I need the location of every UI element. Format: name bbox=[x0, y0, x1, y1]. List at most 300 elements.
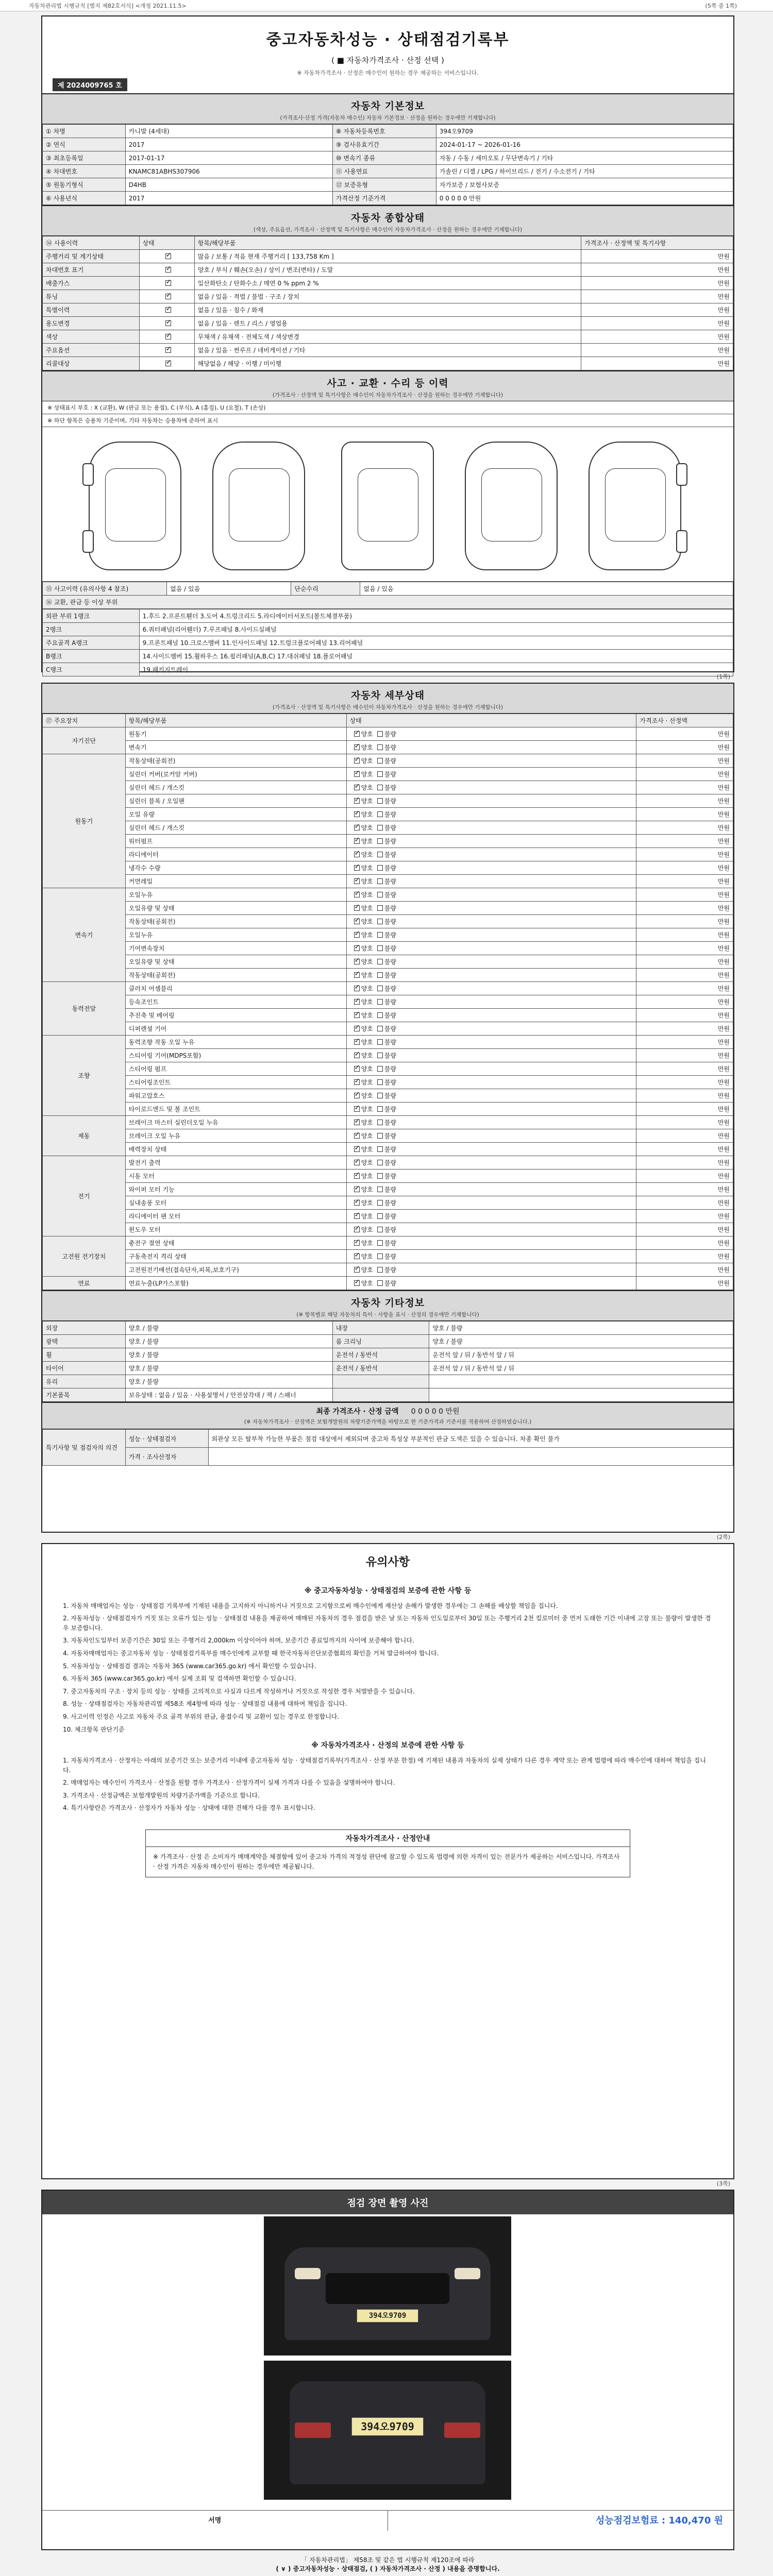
state-cell[interactable]: ✓ 양호 불량 bbox=[346, 915, 636, 928]
check-icon bbox=[354, 758, 360, 764]
accident-title-bar bbox=[42, 370, 733, 401]
checkbox-icon bbox=[377, 999, 383, 1005]
table-row: 원동기 작동상태(공회전) ✓ 양호 불량 만원 bbox=[43, 754, 733, 768]
state-cell[interactable]: ✓ 양호 불량 bbox=[346, 768, 636, 781]
page-number: (2쪽) bbox=[716, 1534, 730, 1540]
detail-body bbox=[43, 727, 733, 1290]
table-row: 배력장치 상태 ✓ 양호 불량 만원 bbox=[43, 1143, 733, 1156]
page-number: (3쪽) bbox=[716, 2180, 730, 2187]
checkbox-icon bbox=[377, 1120, 383, 1125]
table-row: 제동 브레이크 마스터 실린더오일 누유 ✓ 양호 불량 만원 bbox=[43, 1116, 733, 1129]
rear-license-plate: 394오9709 bbox=[351, 2417, 424, 2436]
checkbox-icon bbox=[377, 852, 383, 857]
state-checkbox[interactable] bbox=[139, 263, 194, 277]
checkbox-icon bbox=[377, 838, 383, 844]
checkbox-icon bbox=[377, 986, 383, 991]
checkbox-icon bbox=[377, 1026, 383, 1031]
table-row: 실린더 헤드 / 개스킷 ✓ 양호 불량 만원 bbox=[43, 781, 733, 794]
check-icon bbox=[354, 945, 360, 951]
table-row: 유리 양호 / 불량 bbox=[43, 1375, 733, 1388]
check-icon bbox=[165, 334, 171, 340]
table-row: 오일유량 및 상태 ✓ 양호 불량 만원 bbox=[43, 902, 733, 915]
table-row: 시동 모터 ✓ 양호 불량 만원 bbox=[43, 1170, 733, 1183]
car-frame-outline bbox=[341, 442, 434, 570]
state-cell[interactable]: ✓ 양호 불량 bbox=[346, 1250, 636, 1263]
certification-line-2: ( ∨ ) 중고자동차성능 · 상태점검, ( ) 자동차가격조사 · 산정 ) 내용을 증명합니다. bbox=[276, 2565, 500, 2572]
accident-rank-body bbox=[43, 609, 733, 676]
form-header bbox=[42, 16, 733, 82]
state-cell[interactable]: ✓ 양호 불량 bbox=[346, 1036, 636, 1049]
notice-list-2 bbox=[63, 1756, 713, 1813]
state-cell[interactable]: ✓ 양호 불량 bbox=[346, 955, 636, 969]
state-cell[interactable]: ✓ 양호 불량 bbox=[346, 835, 636, 848]
table-row: 실린더 블록 / 오일팬 ✓ 양호 불량 만원 bbox=[43, 794, 733, 808]
rear-photo bbox=[264, 2361, 511, 2500]
table-row: 타이로드엔드 및 볼 조인트 ✓ 양호 불량 만원 bbox=[43, 1103, 733, 1116]
table-row: 휠 양호 / 불량 운전석 / 동반석 운전석 앞 / 뒤 / 동반석 앞 / 뒤 bbox=[43, 1348, 733, 1362]
check-icon bbox=[165, 253, 171, 259]
table-row: 배출가스 ✓ 일산화탄소 / 탄화수소 / 매연 0 % ppm 2 % 만원 bbox=[43, 277, 733, 290]
notice-item: 2. 매매업자는 매수인이 가격조사 · 산정을 원할 경우 가격조사 · 산정가격이 실제 가격과 다를 수 있음을 설명하여야 합니다. bbox=[63, 1779, 395, 1787]
checkbox-icon bbox=[377, 905, 383, 911]
accident-legend: ※ 상태표시 부호 : X (교환), W (판금 또는 용접), C (부식), A (흠집), U (요철), T (손상) bbox=[42, 401, 733, 414]
table-row: 디퍼렌셜 기어 ✓ 양호 불량 만원 bbox=[43, 1022, 733, 1036]
check-icon bbox=[354, 1240, 360, 1246]
state-cell[interactable]: ✓ 양호 불량 bbox=[346, 982, 636, 995]
overall-state-title: 자동차 종합상태 bbox=[350, 212, 425, 224]
taillight-left bbox=[295, 2422, 331, 2438]
headlight-right bbox=[455, 2268, 480, 2279]
check-icon bbox=[354, 811, 360, 817]
table-row: 연료 연료누출(LP가스포함) ✓ 양호 불량 만원 bbox=[43, 1277, 733, 1290]
basic-info-note: (가격조사·산정 가격(자동차 매수인) 자동차 기본정보 · 산정을 원하는 경우에만 기재합니다) bbox=[280, 115, 496, 121]
state-checkbox[interactable] bbox=[139, 317, 194, 330]
table-row: B랭크 14.사이드멤버 15.휠하우스 16.필러패널(A,B,C) 17.대쉬패널 18.플로어패널 bbox=[43, 650, 733, 663]
notice-item: 5. 자동차성능 · 상태점검 결과는 자동차 365 (www.car365.go.kr) 에서 확인할 수 있습니다. bbox=[63, 1662, 316, 1670]
table-row: 변속기 ✓ 양호 불량 만원 bbox=[43, 741, 733, 754]
checkbox-icon bbox=[377, 972, 383, 978]
other-info-body bbox=[43, 1321, 733, 1402]
other-info-title-bar bbox=[42, 1290, 733, 1321]
form-topbar bbox=[0, 0, 773, 11]
basic-info-title: 자동차 기본정보 bbox=[350, 100, 425, 112]
state-cell[interactable]: ✓ 양호 불량 bbox=[346, 1143, 636, 1156]
check-icon bbox=[354, 1173, 360, 1179]
table-row: 주요골격 A랭크 9.프론트패널 10.크로스멤버 11.인사이드패널 12.트렁크플로어패널 13.리어패널 bbox=[43, 636, 733, 650]
check-icon bbox=[354, 1133, 360, 1139]
table-row: 브레이크 오일 누유 ✓ 양호 불량 만원 bbox=[43, 1129, 733, 1143]
wheel-marker bbox=[82, 463, 94, 486]
state-cell[interactable]: ✓ 양호 불량 bbox=[346, 1277, 636, 1290]
table-row: 기본품목 보유상태 : 없음 / 있음 · 사용설명서 / 안전삼각대 / 잭 / 스패너 bbox=[43, 1388, 733, 1402]
state-checkbox[interactable] bbox=[139, 303, 194, 317]
state-cell[interactable]: ✓ 양호 불량 bbox=[346, 1236, 636, 1250]
accident-note: (가격조사 · 산정액 및 특기사항은 매수인이 자동차가격조사 · 산정을 원하는 경우에만 기재합니다) bbox=[272, 392, 503, 398]
table-row: 와이퍼 모터 기능 ✓ 양호 불량 만원 bbox=[43, 1183, 733, 1196]
detail-title: 자동차 세부상태 bbox=[350, 690, 425, 701]
check-icon bbox=[165, 294, 171, 299]
table-row: 파워고압호스 ✓ 양호 불량 만원 bbox=[43, 1089, 733, 1103]
wheel-marker bbox=[676, 463, 687, 486]
photo-title: 점검 장면 촬영 사진 bbox=[42, 2191, 733, 2214]
notice-item: 7. 중고자동차의 구조 · 장치 등의 성능 · 상태를 고의적으로 사실과 다르게 작성하거나 거짓으로 작성한 경우 처벌받을 수 있습니다. bbox=[63, 1687, 415, 1695]
check-icon bbox=[354, 999, 360, 1005]
table-row: 오일 유량 ✓ 양호 불량 만원 bbox=[43, 808, 733, 821]
state-cell[interactable]: ✓ 양호 불량 bbox=[346, 942, 636, 955]
state-cell[interactable]: ✓ 양호 불량 bbox=[346, 1196, 636, 1210]
inspector-opinion: 외관상 모든 탈부착 가능한 부품은 점검 대상에서 제외되며 중고차 특성상 부분적인 판금 도색은 있을 수 있습니다. 차종 확인 불가 bbox=[208, 1430, 733, 1448]
state-cell[interactable]: ✓ 양호 불량 bbox=[346, 781, 636, 794]
table-row: 실내송풍 모터 ✓ 양호 불량 만원 bbox=[43, 1196, 733, 1210]
check-icon bbox=[354, 731, 360, 737]
state-cell[interactable]: ✓ 양호 불량 bbox=[346, 754, 636, 768]
state-cell[interactable]: ✓ 양호 불량 bbox=[346, 969, 636, 982]
notice-item: 10. 체크항목 판단기준 bbox=[63, 1725, 125, 1733]
check-icon bbox=[354, 959, 360, 964]
checkbox-icon bbox=[377, 892, 383, 897]
other-info-title: 자동차 기타정보 bbox=[350, 1297, 425, 1309]
checkbox-icon bbox=[377, 1200, 383, 1206]
sheet-page-4 bbox=[41, 2190, 734, 2550]
table-row: 외판 부위 1랭크 1.후드 2.프론트휀더 3.도어 4.트렁크리드 5.라디에이터서포트(볼트체결부품) bbox=[43, 609, 733, 623]
table-row: 자기진단 원동기 ✓ 양호 불량 만원 bbox=[43, 727, 733, 741]
state-cell[interactable]: ✓ 양호 불량 bbox=[346, 1076, 636, 1089]
special-notes-table bbox=[42, 1429, 733, 1466]
check-icon bbox=[354, 892, 360, 897]
check-icon bbox=[354, 838, 360, 844]
check-icon bbox=[354, 852, 360, 857]
table-row: 작동상태(공회전) ✓ 양호 불량 만원 bbox=[43, 969, 733, 982]
check-icon bbox=[354, 1160, 360, 1165]
state-cell[interactable]: ✓ 양호 불량 bbox=[346, 1022, 636, 1036]
notice-body bbox=[42, 1574, 733, 1821]
state-cell[interactable]: ✓ 양호 불량 bbox=[346, 741, 636, 754]
check-icon bbox=[354, 1227, 360, 1232]
final-amount-value: 0 0 0 0 0 만원 bbox=[411, 1408, 460, 1416]
checkbox-icon bbox=[377, 731, 383, 737]
notice-heading-1: ※ 중고자동차성능 · 상태점검의 보증에 관한 사항 등 bbox=[304, 1587, 472, 1595]
state-cell[interactable]: ✓ 양호 불량 bbox=[346, 928, 636, 942]
sheet-page-2 bbox=[41, 683, 734, 1540]
table-row: 등속조인트 ✓ 양호 불량 만원 bbox=[43, 995, 733, 1009]
check-icon bbox=[354, 1093, 360, 1098]
check-icon bbox=[354, 1187, 360, 1192]
other-info-note: (※ 항목별로 해당 자동차의 특이 · 사항을 표시 · 산정의 경우에만 기재합니다) bbox=[296, 1312, 479, 1318]
detail-title-bar bbox=[42, 684, 733, 714]
checkbox-icon bbox=[377, 1160, 383, 1165]
checkbox-icon bbox=[377, 1106, 383, 1112]
table-row: ③ 최초등록일 2017-01-17 ⑩ 변속기 종류 자동 / 수동 / 세미오토 / 무단변속기 / 기타 bbox=[43, 151, 733, 165]
table-row: 특별이력 ✓ 없음 / 있음 · 침수 / 화재 만원 bbox=[43, 303, 733, 317]
table-row: 스티어링 펌프 ✓ 양호 불량 만원 bbox=[43, 1062, 733, 1076]
final-amount-bar bbox=[42, 1402, 733, 1429]
check-icon bbox=[354, 798, 360, 804]
accident-legend-2: ※ 하단 항목은 승용차 기준이며, 기타 자동차는 승용차에 준하여 표시 bbox=[42, 414, 733, 427]
accident-title: 사고 · 교환 · 수리 등 이력 bbox=[327, 378, 449, 389]
checkbox-icon bbox=[377, 1213, 383, 1219]
checkbox-icon bbox=[377, 1053, 383, 1058]
table-row: 고전원 전기장치 충전구 절연 상태 ✓ 양호 불량 만원 bbox=[43, 1236, 733, 1250]
taillight-right bbox=[444, 2422, 480, 2438]
certification-line-1: 「 자동차관리법」 제58조 및 같은 법 시행규칙 제120조에 따라 bbox=[301, 2556, 475, 2564]
check-icon bbox=[354, 1200, 360, 1206]
state-cell[interactable]: ✓ 양호 불량 bbox=[346, 1049, 636, 1062]
notice-list-1 bbox=[63, 1601, 713, 1735]
headlight-left bbox=[295, 2268, 321, 2279]
table-row: 가격 · 조사산정자 bbox=[43, 1448, 733, 1466]
table-row: ⑯ 교환, 판금 등 이상 부위 bbox=[43, 596, 733, 609]
accident-table bbox=[42, 582, 733, 609]
check-icon bbox=[354, 919, 360, 924]
table-row: 차대번호 표기 ✓ 양호 / 부식 / 훼손(오손) / 상이 / 변조(변타) / 도말 만원 bbox=[43, 263, 733, 277]
check-icon bbox=[165, 320, 171, 326]
table-row: 전기 발전기 출력 ✓ 양호 불량 만원 bbox=[43, 1156, 733, 1170]
checkbox-icon bbox=[377, 1227, 383, 1232]
check-icon bbox=[354, 744, 360, 750]
table-row: 오일누유 ✓ 양호 불량 만원 bbox=[43, 928, 733, 942]
state-checkbox[interactable] bbox=[139, 357, 194, 370]
checkbox-icon bbox=[377, 825, 383, 831]
state-cell[interactable]: ✓ 양호 불량 bbox=[346, 1183, 636, 1196]
state-cell[interactable]: ✓ 양호 불량 bbox=[346, 794, 636, 808]
table-row: 광택 양호 / 불량 룸 크리닝 양호 / 불량 bbox=[43, 1335, 733, 1348]
page-counter: (5쪽 중 1쪽) bbox=[705, 2, 737, 9]
detail-table bbox=[42, 714, 733, 1290]
overall-state-title-bar bbox=[42, 205, 733, 236]
page-number: (1쪽) bbox=[716, 673, 730, 680]
front-license-plate: 394오9709 bbox=[357, 2309, 418, 2323]
state-cell[interactable]: ✓ 양호 불량 bbox=[346, 1156, 636, 1170]
state-cell[interactable]: ✓ 양호 불량 bbox=[346, 1103, 636, 1116]
table-row: 냉각수 수량 ✓ 양호 불량 만원 bbox=[43, 861, 733, 875]
state-cell[interactable]: ✓ 양호 불량 bbox=[346, 821, 636, 835]
state-cell[interactable]: ✓ 양호 불량 bbox=[346, 1129, 636, 1143]
checkbox-icon bbox=[377, 1066, 383, 1072]
notice-item: 4. 특기사항란은 가격조사 · 산정자가 자동차 성능 · 상태에 대한 견해가 다를 경우 표시합니다. bbox=[63, 1804, 315, 1812]
state-cell[interactable]: ✓ 양호 불량 bbox=[346, 1223, 636, 1236]
certification-footer bbox=[41, 2555, 734, 2573]
checkbox-icon bbox=[377, 1267, 383, 1273]
notice-item: 1. 자동차 매매업자는 성능 · 상태점검 기록부에 기재된 내용을 고지하지 아니하거나 거짓으로 고지함으로써 매수인에게 재산상 손해가 발생한 경우에는 그 손해를 배상할 책임을 집니다. bbox=[63, 1602, 558, 1609]
check-icon bbox=[165, 361, 171, 366]
table-row: 고전원전기배선(접속단자,피복,보호기구) ✓ 양호 불량 만원 bbox=[43, 1263, 733, 1277]
table-row: 조향 동력조향 작동 오일 누유 ✓ 양호 불량 만원 bbox=[43, 1036, 733, 1049]
state-cell[interactable]: ✓ 양호 불량 bbox=[346, 902, 636, 915]
check-icon bbox=[354, 1026, 360, 1031]
checkbox-icon bbox=[377, 1280, 383, 1286]
table-row: 스티어링조인트 ✓ 양호 불량 만원 bbox=[43, 1076, 733, 1089]
notice-title: 유의사항 bbox=[42, 1544, 733, 1574]
check-icon bbox=[354, 865, 360, 871]
notice-heading-2: ※ 자동차가격조사 · 산정의 보증에 관한 사항 등 bbox=[311, 1741, 464, 1750]
state-cell[interactable]: ✓ 양호 불량 bbox=[346, 727, 636, 741]
table-row: ④ 차대번호 KNAMC81ABHS307906 ⑪ 사용연료 가솔린 / 디젤 / LPG / 하이브리드 / 전기 / 수소전기 / 기타 bbox=[43, 165, 733, 178]
notice-item: 9. 사고이력 인정은 사고로 자동차 주요 골격 부위의 판금, 용접수리 및 교환이 있는 경우로 한정합니다. bbox=[63, 1713, 340, 1721]
check-icon bbox=[354, 932, 360, 938]
check-icon bbox=[165, 267, 171, 273]
document-number: 제 2024009765 호 bbox=[53, 78, 127, 91]
table-row: 2랭크 6.쿼터패널(리어휀더) 7.루프패널 8.사이드실패널 bbox=[43, 623, 733, 636]
sheet-page-3 bbox=[41, 1543, 734, 2187]
state-checkbox[interactable] bbox=[139, 344, 194, 357]
form-title: 중고자동차성능 · 상태점검기록부 bbox=[266, 31, 510, 49]
checkbox-icon bbox=[377, 865, 383, 871]
checkbox-icon bbox=[377, 758, 383, 764]
table-row: 실린더 헤드 / 개스킷 ✓ 양호 불량 만원 bbox=[43, 821, 733, 835]
table-row: 라디에이터 팬 모터 ✓ 양호 불량 만원 bbox=[43, 1210, 733, 1223]
state-checkbox[interactable] bbox=[139, 250, 194, 263]
check-icon bbox=[354, 771, 360, 777]
state-cell[interactable]: ✓ 양호 불량 bbox=[346, 848, 636, 861]
table-row: 추진축 및 베어링 ✓ 양호 불량 만원 bbox=[43, 1009, 733, 1022]
table-row: 라디에이터 ✓ 양호 불량 만원 bbox=[43, 848, 733, 861]
state-cell[interactable]: ✓ 양호 불량 bbox=[346, 861, 636, 875]
table-row: ⑮ 사고이력 (유의사항 4 참조) 없음 / 있음 단순수리 없음 / 있음 bbox=[43, 582, 733, 596]
checkbox-icon bbox=[377, 1253, 383, 1259]
check-icon bbox=[354, 785, 360, 790]
overall-state-body bbox=[43, 250, 733, 370]
notice-item: 8. 성능 · 상태점검자는 자동차관리법 제58조 제4항에 따라 성능 · 상태점검 내용에 대하여 책임을 집니다. bbox=[63, 1700, 347, 1708]
check-icon bbox=[354, 1267, 360, 1273]
wheel-marker bbox=[82, 530, 94, 553]
check-icon bbox=[354, 825, 360, 831]
form-reference: 자동차관리법 시행규칙 [별지 제82호서식] <개정 2021.11.5> bbox=[29, 2, 187, 9]
other-info-table bbox=[42, 1321, 733, 1402]
checkbox-icon bbox=[377, 1093, 383, 1098]
check-icon bbox=[354, 1066, 360, 1072]
table-row: C랭크 19.패키지트레이 bbox=[43, 663, 733, 676]
check-icon bbox=[354, 1253, 360, 1259]
table-row: 타이어 양호 / 불량 운전석 / 동반석 운전석 앞 / 뒤 / 동반석 앞 / 뒤 bbox=[43, 1362, 733, 1375]
state-checkbox[interactable] bbox=[139, 277, 194, 290]
table-row: 커먼레일 ✓ 양호 불량 만원 bbox=[43, 875, 733, 888]
table-row: 주행거리 및 계기상태 ✓ 많음 / 보통 / 적음 현재 주행거리 [ 133,758 Km ] 만원 bbox=[43, 250, 733, 263]
car-outline-left bbox=[89, 442, 181, 570]
check-icon bbox=[354, 1079, 360, 1085]
car-body-diagram bbox=[42, 427, 733, 582]
check-icon bbox=[354, 1039, 360, 1045]
notice-item: 4. 자동차매매업자는 중고자동차 성능 · 상태점검기록부를 매수인에게 교부할 때 한국자동차진단보증협회의 확인을 거쳐 발급하여야 합니다. bbox=[63, 1650, 439, 1657]
state-cell[interactable]: ✓ 양호 불량 bbox=[346, 875, 636, 888]
state-cell[interactable]: ✓ 양호 불량 bbox=[346, 1210, 636, 1223]
notice-item: 3. 가격조사 · 산정금액은 보험개발원의 차량기준가액을 기준으로 합니다. bbox=[63, 1791, 260, 1799]
notice-item: 1. 자동차가격조사 · 산정자는 아래의 보증기간 또는 보증거리 이내에 중고자동차 성능 · 상태점검기록부(가격조사 · 산정 부분 한정) 에 기재된 내용과 자동차의 실제 상태가 다른 경우 계약 또는 관계 법령에 따라 매수인에 대하여 책임을 집니다. bbox=[63, 1756, 706, 1774]
state-cell[interactable]: ✓ 양호 불량 bbox=[346, 1116, 636, 1129]
state-cell[interactable]: ✓ 양호 불량 bbox=[346, 995, 636, 1009]
check-icon bbox=[354, 1146, 360, 1152]
table-row: 튜닝 ✓ 없음 / 있음 · 적법 / 불법 · 구조 / 장치 만원 bbox=[43, 290, 733, 303]
checkbox-icon bbox=[377, 798, 383, 804]
checkbox-icon bbox=[377, 1039, 383, 1045]
check-icon bbox=[354, 1106, 360, 1112]
state-checkbox[interactable] bbox=[139, 330, 194, 344]
check-icon bbox=[165, 307, 171, 313]
final-amount-label: 최종 가격조사 · 산정 금액 bbox=[316, 1408, 399, 1416]
checkbox-icon bbox=[377, 945, 383, 951]
check-icon bbox=[354, 878, 360, 884]
check-icon bbox=[354, 1280, 360, 1286]
table-header-row: ⑭ 사용이력 상태 항목/해당부품 가격조사 · 산정액 및 특기사항 bbox=[43, 236, 733, 250]
table-row: ⑤ 원동기형식 D4HB ⑫ 보증유형 자가보증 / 보험사보증 bbox=[43, 178, 733, 192]
checkbox-icon bbox=[377, 1187, 383, 1192]
car-outline-right bbox=[589, 442, 681, 570]
table-row: 리콜대상 ✓ 해당없음 / 해당 · 이행 / 미이행 만원 bbox=[43, 357, 733, 370]
check-icon bbox=[165, 280, 171, 286]
car-outline-top bbox=[212, 442, 305, 570]
checkbox-icon bbox=[377, 811, 383, 817]
insurance-fee: 성능점검보험료 : 140,470 원 bbox=[595, 2515, 723, 2526]
checkbox-icon bbox=[377, 878, 383, 884]
table-row: 기어변속장치 ✓ 양호 불량 만원 bbox=[43, 942, 733, 955]
checkbox-icon bbox=[377, 1012, 383, 1018]
appraisal-guide-box bbox=[145, 1829, 630, 1877]
check-icon bbox=[354, 905, 360, 911]
wheel-marker bbox=[676, 530, 687, 553]
final-amount-note: (※ 자동차가격조사 · 산정액은 보험개발원의 차량기준가액을 바탕으로 한 기준가격과 기준서를 적용하여 산정하였습니다.) bbox=[244, 1419, 532, 1425]
checkbox-icon bbox=[377, 919, 383, 924]
signature-label: 서명 bbox=[42, 2511, 388, 2531]
notice-item: 6. 자동차 365 (www.car365.go.kr) 에서 실제 조회 및 검색하면 확인할 수 있습니다. bbox=[63, 1675, 296, 1683]
check-icon bbox=[354, 1213, 360, 1219]
car-outline-bottom bbox=[465, 442, 558, 570]
checkbox-icon bbox=[377, 1240, 383, 1246]
checkbox-icon bbox=[377, 932, 383, 938]
table-row: 윈도우 모터 ✓ 양호 불량 만원 bbox=[43, 1223, 733, 1236]
table-row: 스티어링 기어(MDPS포함) ✓ 양호 불량 만원 bbox=[43, 1049, 733, 1062]
checkbox-icon bbox=[377, 959, 383, 964]
notice-item: 3. 자동차인도일부터 보증기간은 30일 또는 주행거리 2,000km 이상이어야 하며, 보증기간 종료일까지의 사이에 보증해야 합니다. bbox=[63, 1637, 414, 1645]
check-icon bbox=[354, 972, 360, 978]
notice-item: 2. 자동차성능 · 상태점검자가 거짓 또는 오류가 있는 성능 · 상태점검 내용을 제공하여 매매된 자동차의 경우 점검을 받은 날 또는 자동차 인도일로부터 30일 또는 주행거리 2천 킬로미터 중 먼저 도래한 기간 이내에 고장 또는 불량이 발생한 경우 보증합니다. bbox=[63, 1615, 711, 1632]
form-note: ※ 자동차가격조사 · 산정은 매수인이 원하는 경우 제공하는 서비스입니다. bbox=[297, 70, 479, 76]
table-row: 실린더 커버(로커암 커버) ✓ 양호 불량 만원 bbox=[43, 768, 733, 781]
table-row: 외장 양호 / 불량 내장 양호 / 불량 bbox=[43, 1321, 733, 1335]
table-row: 용도변경 ✓ 없음 / 있음 · 렌트 / 리스 / 영업용 만원 bbox=[43, 317, 733, 330]
table-row: 작동상태(공회전) ✓ 양호 불량 만원 bbox=[43, 915, 733, 928]
table-row: 동력전달 클러치 어셈블리 ✓ 양호 불량 만원 bbox=[43, 982, 733, 995]
sheet-page-1 bbox=[41, 15, 734, 680]
state-cell[interactable]: ✓ 양호 불량 bbox=[346, 808, 636, 821]
overall-state-table bbox=[42, 236, 733, 370]
checkbox-icon bbox=[377, 771, 383, 777]
checkbox-icon bbox=[377, 1133, 383, 1139]
basic-info-title-bar bbox=[42, 93, 733, 124]
car-grille bbox=[326, 2273, 449, 2304]
state-cell[interactable]: ✓ 양호 불량 bbox=[346, 1170, 636, 1183]
state-checkbox[interactable] bbox=[139, 290, 194, 303]
signature-row bbox=[42, 2510, 733, 2531]
state-cell[interactable]: ✓ 양호 불량 bbox=[346, 1263, 636, 1277]
table-row: 주요옵션 ✓ 없음 / 있음 · 썬루프 / 네비게이션 / 기타 만원 bbox=[43, 344, 733, 357]
table-row: ② 연식 2017 ⑨ 검사유효기간 2024-01-17 ~ 2026-01-16 bbox=[43, 138, 733, 151]
appraisal-guide-title: 자동차가격조사 · 산정안내 bbox=[146, 1830, 630, 1847]
accident-rank-table bbox=[42, 609, 733, 676]
state-cell[interactable]: ✓ 양호 불량 bbox=[346, 1009, 636, 1022]
table-row: ⑥ 사용년식 2017 가격산정 기준가격 0 0 0 0 0 만원 bbox=[43, 192, 733, 205]
checkbox-icon bbox=[377, 1146, 383, 1152]
check-icon bbox=[165, 347, 171, 353]
state-cell[interactable]: ✓ 양호 불량 bbox=[346, 1062, 636, 1076]
check-icon bbox=[354, 986, 360, 991]
detail-note: (가격조사 · 산정액 및 특기사항은 매수인이 자동차가격조사 · 산정을 원하는 경우에만 기재합니다) bbox=[272, 704, 503, 710]
table-row: 변속기 오일누유 ✓ 양호 불량 만원 bbox=[43, 888, 733, 902]
table-row: 특기사항 및 점검자의 의견 성능 · 상태점검자 외관상 모든 탈부착 가능한 부품은 점검 대상에서 제외되며 중고차 특성상 부분적인 판금 도색은 있을 수 있습니다. 차종 확인 불가 bbox=[43, 1430, 733, 1448]
state-cell[interactable]: ✓ 양호 불량 bbox=[346, 1089, 636, 1103]
table-header-row: ⑰ 주요장치 항목/해당부품 상태 가격조사 · 산정액 bbox=[43, 714, 733, 727]
check-icon bbox=[354, 1012, 360, 1018]
state-cell[interactable]: ✓ 양호 불량 bbox=[346, 888, 636, 902]
table-row: ① 차명 카니발 (4세대) ⑧ 자동차등록번호 394오9709 bbox=[43, 125, 733, 138]
